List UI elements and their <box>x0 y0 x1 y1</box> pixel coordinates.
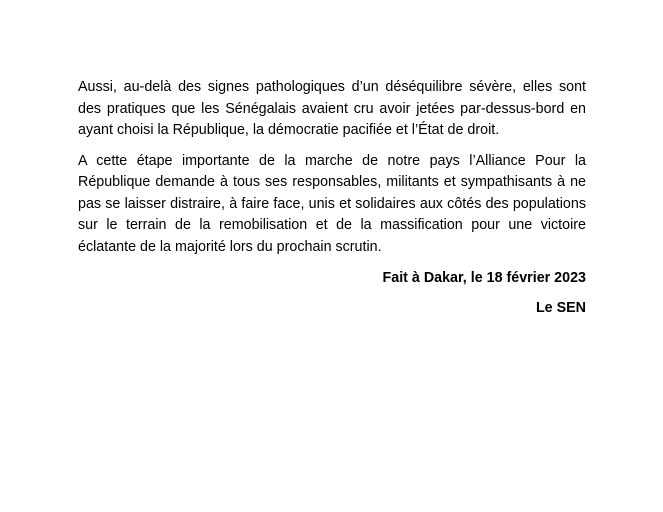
signature: Le SEN <box>535 299 586 316</box>
place-date: Fait à Dakar, le 18 février 2023 <box>382 270 586 286</box>
paragraph-2: A cette étape importante de la marche de notre pays l’Alliance Pour la République demande à tous ses responsables, militants et sympathisants à ne pas se laisser distraire, à faire face, unis et solidaires aux côtés des populations sur le terrain de la remobilisation et de la massification pour une victoire éclatante de la majorité lors du prochain scrutin. <box>78 152 586 255</box>
document-body <box>78 77 586 319</box>
paragraph-1: Aussi, au-delà des signes pathologiques d’un déséquilibre sévère, elles sont des pratiques que les Sénégalais avaient cru avoir jetées par-dessus-bord en ayant choisi la République, la démocratie pacifiée et l’État de droit. <box>78 79 586 138</box>
